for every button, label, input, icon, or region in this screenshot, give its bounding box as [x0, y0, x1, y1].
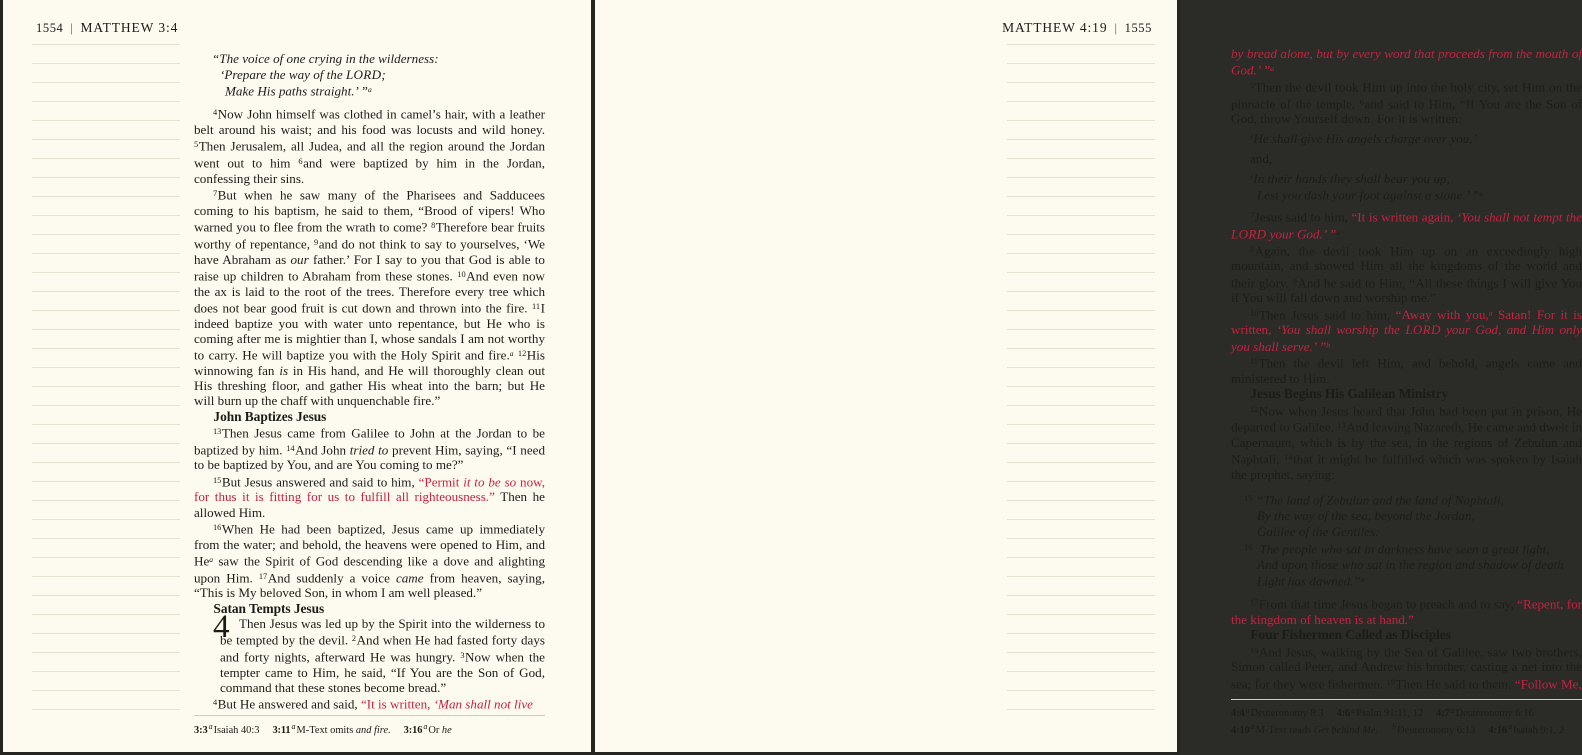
red-text: now, for thus it is fitting for us to fulfill all righteousness.”: [194, 474, 546, 505]
footnote-marker: a: [209, 554, 214, 564]
footnote-marker: a: [509, 349, 514, 359]
margin-rule-line: [32, 538, 180, 539]
smallcaps-lord: LORD: [1231, 226, 1267, 242]
verse-text: I indeed baptize you with water unto repentance, but He who is coming after me is mightier than I, whose sandals I am not worthy to carry. He will baptize you with the Holy Spirit and fire.: [194, 300, 545, 363]
verse-text: Now when Jesus heard that John had been put in prison, He departed to Galilee.: [1231, 403, 1582, 435]
poetry-line: “The voice of one crying in the wilderness:: [212, 51, 439, 66]
footnote-entry: [1436, 705, 1534, 719]
margin-rule-line: [32, 44, 180, 45]
right-runhead-reference: MATTHEW 4:19: [1002, 20, 1108, 35]
margin-rule-line: [1007, 614, 1155, 615]
footnote-marker: a: [1479, 189, 1484, 199]
margin-rule-line: [1007, 652, 1155, 653]
footnote-line: [1231, 720, 1582, 737]
red-text: “Away with you,: [1395, 307, 1489, 323]
margin-rule-line: [32, 652, 180, 653]
margin-rule-line: [32, 272, 180, 273]
poetry-line: [1231, 540, 1582, 557]
footnote-verse-ref: 4:10: [1231, 724, 1250, 736]
footnote-text: Deuteronomy 6:16: [1455, 708, 1534, 719]
margin-rule-line: [1007, 405, 1155, 406]
margin-rule-line: [1007, 215, 1155, 216]
footnote-entry: [272, 722, 391, 736]
footnote-text: M-Text reads: [1255, 724, 1314, 736]
verse-text: And he said to Him, “All these things I will give You if You will fall down and worship me.”: [1231, 275, 1582, 306]
footnote-entry: [1231, 722, 1379, 736]
verse-text: Then Jesus said to him,: [1258, 307, 1396, 323]
margin-rule-line: [32, 443, 180, 444]
verse-number: 8: [431, 221, 436, 230]
verse-number: 10: [1249, 308, 1259, 318]
margin-rule-line: [32, 367, 180, 368]
verse-number: 16: [1244, 542, 1253, 552]
verse-text: Jesus said to him,: [1254, 209, 1352, 225]
margin-rule-line: [32, 519, 180, 520]
footnote-marker: a: [1336, 227, 1341, 237]
footnote-text: Deuteronomy 8:3: [1250, 708, 1324, 719]
right-runhead-separator: |: [1114, 21, 1118, 35]
margin-rule-line: [1007, 443, 1155, 444]
left-page-number: 1554: [36, 21, 64, 35]
verse-number: 15: [1244, 494, 1253, 504]
poetry-line-text: Make His paths straight.’ ”: [225, 83, 368, 99]
footnote-marker: a: [1508, 722, 1513, 732]
verse-text: and do not think to say to yourselves, ‘We have Abraham as: [194, 236, 545, 267]
footnote-marker: a: [1270, 64, 1275, 74]
verse-number: 12: [1249, 404, 1259, 414]
margin-rule-line: [1007, 538, 1155, 539]
margin-rule-line: [32, 139, 180, 140]
footnote-entry: [1336, 705, 1424, 719]
footnote-marker: a: [1488, 308, 1493, 318]
margin-rule-line: [32, 310, 180, 311]
footnote-verse-ref: 4:6: [1336, 708, 1351, 719]
paragraph-chapter-4-verse-4: [194, 695, 545, 712]
footnote-verse-ref: 4:4: [1231, 708, 1245, 719]
verse-number: 11: [1249, 357, 1259, 367]
footnote-verse-ref: 4:7: [1436, 708, 1450, 719]
verse-number: 4: [212, 698, 218, 708]
footnote-line: [194, 720, 545, 737]
footnote-verse-ref: 4:16: [1488, 724, 1508, 736]
chapter-number-dropcap: 4: [212, 608, 230, 645]
margin-rule-line: [32, 557, 180, 558]
verse-number: 8: [1249, 244, 1255, 254]
smallcaps-lord: LORD: [1405, 322, 1441, 338]
verse-text: from heaven, saying, “This is My beloved Son, in whom I am well pleased.”: [194, 570, 545, 601]
margin-rule-line: [32, 424, 180, 425]
margin-rule-line: [32, 196, 180, 197]
red-italic-text: your God.’ ”: [1266, 226, 1337, 242]
poetry-line: [1231, 491, 1582, 508]
paragraph-verses-13-14: [194, 424, 545, 473]
verse-text: But He answered and said,: [217, 696, 361, 712]
verse-number: 5: [194, 140, 199, 150]
paragraph-continuation-red: [1231, 46, 1582, 78]
verse-number: 13: [212, 426, 222, 436]
verse-number: 4: [212, 108, 218, 118]
margin-rule-line: [1007, 500, 1155, 501]
verse-number: 2: [351, 634, 357, 644]
margin-rule-line: [32, 386, 180, 387]
margin-rule-line: [32, 614, 180, 615]
red-text: “It is written,: [360, 696, 434, 712]
left-runhead-separator: |: [70, 21, 74, 35]
footnote-entry: [403, 722, 452, 736]
footnote-text: Psalm 91:11, 12: [1356, 708, 1424, 719]
footnote-text: M-Text omits: [296, 724, 356, 736]
poetry-line: ‘In their hands they shall bear you up,: [1249, 170, 1450, 186]
margin-rule-line: [1007, 348, 1155, 349]
red-italic-text: your God, and Him only you shall serve.’ ”: [1231, 322, 1582, 354]
verse-text: But when he saw many of the Pharisees and Sadducees coming to his baptism, he said to them, “Brood of vipers! Who warned you to flee from the wrath to come?: [194, 187, 545, 235]
red-text: “Permit: [418, 474, 464, 490]
red-text: by bread alone, but by every word that proceeds from the mouth of God.’ ”: [1231, 46, 1582, 78]
left-running-head: [36, 20, 178, 36]
margin-rule-line: [1007, 44, 1155, 45]
verse-number: 17: [258, 571, 268, 581]
smallcaps-lord: LORD: [345, 66, 382, 82]
verse-number: 17: [1249, 598, 1259, 608]
verse-text: From that time Jesus began to preach and to say,: [1258, 596, 1518, 612]
verse-text: And leaving Nazareth, He came and dwelt in Capernaum, which is by the sea, in the regions of Zebulun and Naphtali,: [1231, 419, 1582, 467]
margin-rule-line: [32, 405, 180, 406]
verse-text: His winnowing fan: [194, 347, 545, 378]
right-text-column: [1231, 46, 1582, 691]
words-of-christ: [361, 697, 533, 712]
section-heading-john-baptizes-jesus: John Baptizes Jesus: [213, 408, 327, 424]
margin-rule-line: [1007, 633, 1155, 634]
verse-number: 7: [1249, 211, 1255, 221]
verse-text: And John: [295, 442, 350, 458]
poetry-line-text: Light has dawned.”: [1257, 573, 1361, 589]
red-text: “It is written again,: [1351, 209, 1457, 225]
margin-rule-line: [32, 595, 180, 596]
verse-text: And when He had fasted forty days and forty nights, afterward He was hungry.: [220, 632, 545, 665]
poetry-line: Galilee of the Gentiles:: [1257, 524, 1380, 540]
right-margin-ruled-lines: [1007, 44, 1155, 722]
poetry-line-text: Lest you dash your foot against a stone.’ ”: [1257, 187, 1480, 203]
verse-text: Then Jesus was led up by the Spirit into the wilderness to be tempted by the devil.: [220, 615, 545, 648]
margin-rule-line: [32, 177, 180, 178]
verse-number: 14: [1284, 453, 1293, 463]
paragraph-verses-7-12: [194, 186, 545, 409]
margin-rule-line: [32, 120, 180, 121]
footnote-text: Deuteronomy 6:13: [1397, 724, 1476, 736]
poetry-block-angels-charge: [1231, 131, 1582, 147]
paragraph-verse-17: [1231, 595, 1582, 627]
footnote-entry: [194, 722, 260, 736]
footnote-italic-text: and fire.: [355, 724, 391, 736]
poetry-line: And upon those who sat in the region and shadow of death: [1257, 556, 1564, 572]
right-page-number: 1555: [1124, 21, 1152, 35]
margin-rule-line: [1007, 177, 1155, 178]
margin-rule-line: [1007, 139, 1155, 140]
margin-rule-line: [32, 690, 180, 691]
paragraph-verses-12-14: [1231, 402, 1582, 483]
footnote-entry: [1391, 722, 1476, 736]
footnote-marker: a: [1360, 575, 1365, 585]
verse-text: Therefore bear fruits worthy of repentance,: [194, 219, 546, 252]
connector-and: and,: [1249, 151, 1273, 167]
verse-number: 12: [517, 349, 527, 359]
footnote-entry: [1488, 722, 1565, 736]
margin-rule-line: [1007, 82, 1155, 83]
margin-rule-line: [1007, 310, 1155, 311]
margin-rule-line: [1007, 709, 1155, 710]
left-runhead-reference: MATTHEW 3:4: [80, 20, 179, 35]
paragraph-verse-7: [1231, 208, 1582, 241]
verse-text: Again, the devil took Him up on an exceedingly high mountain, and showed Him all the kingdoms of the world and their glory.: [1231, 243, 1582, 291]
paragraph-verse-10: [1231, 306, 1582, 355]
italic-word: is: [279, 362, 289, 378]
verse-text: prevent Him, saying, “I need to be baptized by You, and are You coming to me?”: [194, 442, 545, 473]
footnote-marker: a: [1351, 705, 1356, 715]
paragraph-verses-8-9: [1231, 242, 1582, 306]
poetry-block-isaiah-prophecy: [1231, 491, 1582, 589]
margin-rule-line: [32, 158, 180, 159]
footnote-marker: a: [1250, 722, 1255, 732]
margin-rule-line: [1007, 329, 1155, 330]
verse-text: and said to Him, “If You are the Son of God, throw Yourself down. For it is written:: [1231, 96, 1582, 127]
italic-word: our: [290, 251, 309, 267]
italic-phrase: tried to: [349, 442, 389, 458]
verse-number: 3: [460, 650, 465, 660]
verse-number: 13: [1337, 421, 1346, 431]
poetry-line: [1231, 572, 1582, 589]
poetry-line: [1231, 186, 1582, 203]
margin-rule-line: [32, 253, 180, 254]
footnote-marker: a: [423, 722, 428, 732]
red-text: Satan! For it is written,: [1231, 307, 1582, 338]
verse-text: father.’ For I say to you that God is able to raise up children to Abraham from these stones.: [194, 251, 545, 284]
margin-rule-line: [1007, 120, 1155, 121]
verse-text: And Jesus, walking by the Sea of Galilee, saw two brothers, Simon called Peter, and Andrew his brother, casting a net into the sea; for they were fishermen.: [1231, 644, 1582, 692]
verse-text: Then He said to them,: [1395, 676, 1515, 692]
left-footnote-band: [194, 715, 545, 737]
verse-text: Then the devil took Him up into the holy city, set Him on the pinnacle of the temple,: [1231, 79, 1582, 112]
section-heading-satan-tempts-jesus: Satan Tempts Jesus: [213, 600, 325, 616]
verse-number: 15: [212, 475, 222, 485]
margin-rule-line: [1007, 519, 1155, 520]
red-italic-text: ‘You shall worship the: [1276, 322, 1406, 338]
margin-rule-line: [1007, 272, 1155, 273]
margin-rule-line: [32, 709, 180, 710]
verse-text: Then Jesus came from Galilee to John at the Jordan to be baptized by him.: [194, 425, 545, 458]
verse-text: Then he allowed Him.: [194, 489, 545, 520]
margin-rule-line: [1007, 576, 1155, 577]
footnote-entry: [1231, 705, 1324, 719]
section-heading-four-fishermen: Four Fishermen Called as Disciples: [1250, 627, 1451, 643]
verse-text: and were baptized by him in the Jordan, confessing their sins.: [194, 155, 546, 186]
footnote-marker: a: [1245, 705, 1250, 715]
verse-text: When He had been baptized, Jesus came up immediately from the water; and behold, the heavens were opened to Him, and He: [194, 521, 545, 569]
margin-rule-line: [32, 462, 180, 463]
verse-number: 18: [1249, 645, 1259, 655]
footnote-marker: a: [1450, 705, 1455, 715]
margin-rule-line: [32, 576, 180, 577]
paragraph-verse-11: [1231, 354, 1582, 386]
margin-rule-line: [1007, 101, 1155, 102]
footnote-marker: b: [1326, 340, 1331, 350]
verse-number: 9: [314, 237, 319, 247]
verse-text: Then the devil left Him, and behold, angels came and ministered to Him.: [1231, 355, 1582, 387]
section-heading-galilean-ministry: Jesus Begins His Galilean Ministry: [1250, 386, 1449, 402]
poetry-line: ‘Prepare the way of the LORD;: [220, 66, 386, 82]
footnote-text: Isaiah 9:1, 2: [1513, 724, 1565, 736]
margin-rule-line: [32, 633, 180, 634]
left-text-column: [194, 46, 545, 712]
left-margin-ruled-lines: [32, 44, 180, 722]
margin-rule-line: [32, 291, 180, 292]
margin-rule-line: [32, 234, 180, 235]
words-of-christ: “Repent, for the kingdom of heaven is at hand.”: [1231, 596, 1582, 628]
footnote-marker: a: [208, 722, 213, 732]
margin-rule-line: [32, 215, 180, 216]
words-of-christ: “Follow Me,: [1514, 676, 1582, 692]
margin-rule-line: [1007, 595, 1155, 596]
poetry-line: [194, 82, 545, 99]
poetry-line-text: The people who sat in darkness have seen a great light,: [1259, 541, 1550, 557]
verse-text: And even now the ax is laid to the root of the trees. Therefore every tree which does not bear good fruit is cut down and thrown into the fire.: [194, 268, 545, 316]
margin-rule-line: [32, 101, 180, 102]
poetry-line-text: “The land of Zebulun and the land of Naphtali,: [1256, 492, 1504, 508]
margin-rule-line: [1007, 158, 1155, 159]
margin-rule-line: [1007, 557, 1155, 558]
margin-rule-line: [1007, 690, 1155, 691]
verse-text: Then Jerusalem, all Judea, and all the region around the Jordan went out to him: [194, 138, 545, 171]
verse-number: 19: [1386, 677, 1395, 687]
right-footnote-band: [1231, 699, 1582, 737]
margin-rule-line: [32, 500, 180, 501]
margin-rule-line: [1007, 367, 1155, 368]
margin-rule-line: [1007, 63, 1155, 64]
margin-rule-line: [1007, 424, 1155, 425]
left-page: [3, 0, 592, 755]
verse-number: 14: [286, 443, 295, 453]
margin-rule-line: [32, 63, 180, 64]
verse-text: Now when the tempter came to Him, he said, “If You are the Son of God, command that these stones become bread.”: [220, 649, 545, 695]
footnote-verse-ref: 3:16: [403, 724, 423, 736]
margin-rule-line: [32, 82, 180, 83]
margin-rule-line: [1007, 481, 1155, 482]
margin-rule-line: [1007, 291, 1155, 292]
margin-rule-line: [1007, 462, 1155, 463]
right-running-head: [1002, 20, 1152, 36]
verse-text: saw the Spirit of God descending like a dove and alighting upon Him.: [194, 553, 545, 586]
margin-rule-line: [1007, 234, 1155, 235]
margin-rule-line: [32, 481, 180, 482]
poetry-line: By the way of the sea, beyond the Jordan,: [1257, 508, 1475, 524]
footnote-line: [1231, 704, 1582, 721]
margin-rule-line: [1007, 253, 1155, 254]
verse-number: 11: [532, 301, 541, 311]
poetry-line: ‘He shall give His angels charge over you,’: [1249, 130, 1477, 146]
paragraph-verses-4-6: [194, 105, 545, 186]
verse-text: But Jesus answered and said to him,: [221, 474, 419, 490]
verse-text: And suddenly a voice: [267, 570, 396, 586]
italic-word: came: [395, 570, 424, 586]
verse-number: 6: [298, 156, 303, 166]
red-italic-phrase: it to be so: [463, 474, 517, 490]
footnote-text: Or: [428, 724, 442, 736]
poetry-block-isaiah-quote: [194, 51, 545, 99]
red-italic-phrase: ‘Man shall not live: [433, 696, 533, 712]
margin-rule-line: [1007, 671, 1155, 672]
paragraph-verses-18-19: [1231, 643, 1582, 692]
footnote-marker: b: [1392, 722, 1397, 732]
margin-rule-line: [32, 329, 180, 330]
right-page: [595, 0, 1582, 755]
paragraph-verses-16-17: [194, 520, 545, 601]
page-gutter: [591, 0, 595, 752]
verse-text: in His hand, and He will thoroughly clean out His threshing floor, and gather His wheat into the barn; but He will burn up the chaff with unquenchable fire.”: [194, 362, 545, 409]
footnote-verse-ref: 3:11: [272, 724, 291, 736]
red-italic-text: ‘You shall not tempt the: [1456, 209, 1582, 225]
verse-number: 7: [212, 188, 218, 198]
verse-number: 5: [1249, 80, 1255, 90]
margin-rule-line: [32, 348, 180, 349]
verse-text: that it might be fulfilled which was spoken by Isaiah the prophet, saying:: [1231, 451, 1582, 483]
verse-number: 10: [457, 269, 466, 279]
verse-text: Now John himself was clothed in camel’s hair, with a leather belt around his waist; and his food was locusts and wild honey.: [194, 106, 545, 137]
margin-rule-line: [1007, 196, 1155, 197]
margin-rule-line: [32, 671, 180, 672]
verse-number: 16: [212, 522, 222, 532]
footnote-verse-ref: 3:3: [194, 724, 208, 736]
red-italic-phrase: [1231, 322, 1582, 354]
footnote-marker: a: [291, 722, 296, 732]
footnote-italic-text: Get behind Me.: [1313, 724, 1379, 736]
paragraph-verse-15: [194, 473, 545, 520]
footnote-text: Isaiah 40:3: [213, 724, 260, 736]
verse-number: 6: [1359, 97, 1365, 107]
verse-number: 9: [1292, 276, 1297, 286]
margin-rule-line: [1007, 386, 1155, 387]
footnote-marker: a: [367, 85, 372, 95]
paragraph-verses-5-6: [1231, 78, 1582, 127]
footnote-italic-text: he: [441, 724, 452, 736]
poetry-block-their-hands: [1231, 171, 1582, 204]
